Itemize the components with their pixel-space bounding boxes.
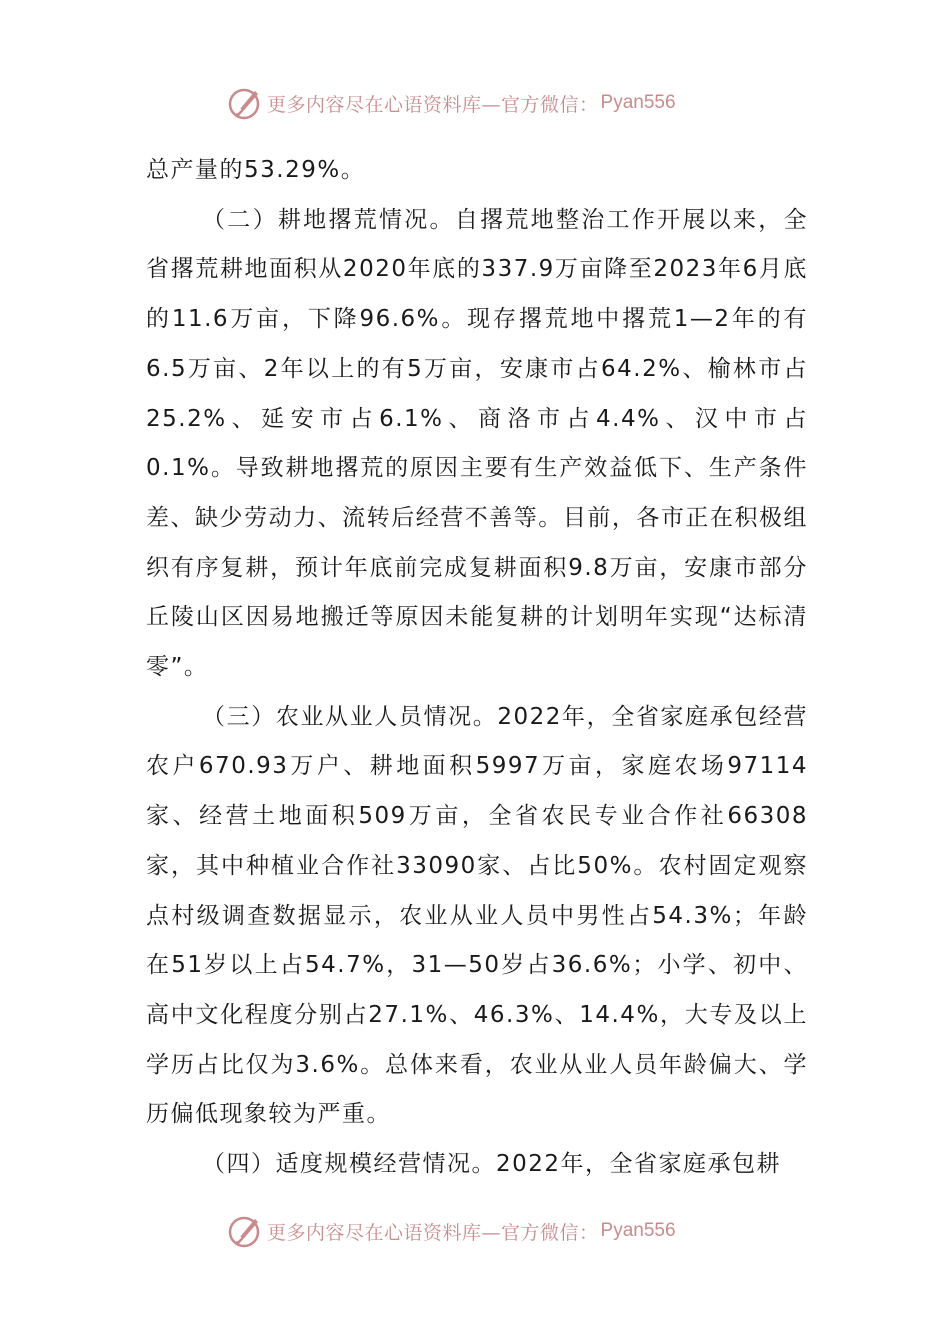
paragraph-scale-operation: （四）适度规模经营情况。2022年，全省家庭承包耕: [202, 1151, 782, 1178]
watermark-header: [227, 83, 676, 123]
paragraph-agricultural-workers: （三）农业从业人员情况。2022年，全省家庭承包经营农户670.93万户、耕地面积5997万亩，家庭农场97114家、经营土地面积509万亩，全省农民专业合作社66308家，其中种植业合作社33090家、占比50%。农村固定观察点村级调查数据显示，农业从业人员中男性占54.3%；年龄在51岁以上占54.7%，31—50岁占36.6%；小学、初中、高中文化程度分别占27.1%、46.3%、14.4%，大专及以上学历占比仅为3.6%。总体来看，农业从业人员年龄偏大、学历偏低现象较为严重。: [146, 703, 808, 1128]
watermark-wechat-id: Pyan556: [600, 1220, 676, 1241]
watermark-text: 更多内容尽在心语资料库—官方微信：: [267, 1221, 599, 1244]
watermark-footer: [227, 1211, 676, 1251]
paragraph-abandoned-farmland: （二）耕地撂荒情况。自撂荒地整治工作开展以来，全省撂荒耕地面积从2020年底的337.9万亩降至2023年6月底的11.6万亩，下降96.6%。现存撂荒地中撂荒1—2年的有6.5万亩、2年以上的有5万亩，安康市占64.2%、榆林市占25.2%、延安市占6.1%、商洛市占4.4%、汉中市占0.1%。导致耕地撂荒的原因主要有生产效益低下、生产条件差、缺少劳动力、流转后经营不善等。目前，各市正在积极组织有序复耕，预计年底前完成复耕面积9.8万亩，安康市部分丘陵山区因易地搬迁等原因未能复耕的计划明年实现“达标清零”。: [146, 206, 808, 681]
document-body: [146, 146, 808, 1190]
watermark-text: 更多内容尽在心语资料库—官方微信：: [267, 93, 599, 116]
watermark-wechat-id: Pyan556: [600, 92, 676, 113]
quill-logo-icon: [227, 85, 263, 121]
quill-logo-icon: [227, 1213, 263, 1249]
paragraph-continuation: 总产量的53.29%。: [146, 157, 366, 183]
